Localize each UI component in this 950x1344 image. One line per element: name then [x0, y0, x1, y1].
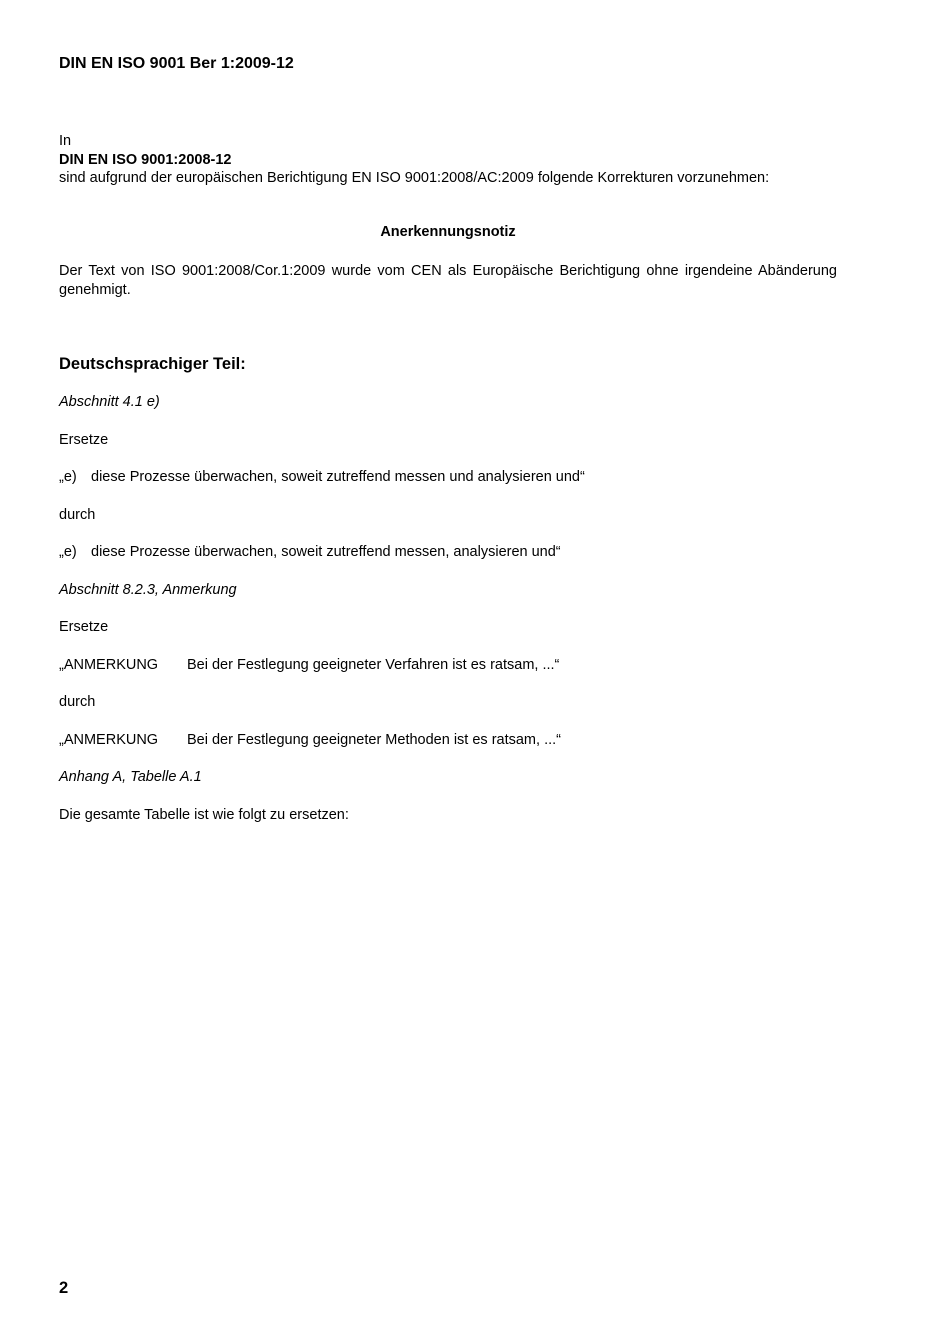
section-title: Deutschsprachiger Teil:: [59, 355, 246, 373]
document-header: DIN EN ISO 9001 Ber 1:2009-12: [59, 55, 294, 72]
intro-line-in: In: [59, 133, 72, 149]
quoted-original-text: [59, 469, 585, 485]
page-number: 2: [59, 1279, 69, 1297]
instruction-replace: Ersetze: [59, 619, 109, 635]
quote-body: diese Prozesse überwachen, soweit zutreffend messen, analysieren und“: [91, 544, 561, 560]
quote-prefix: „e): [59, 544, 77, 560]
intro-correction-text: sind aufgrund der europäischen Berichtigung EN ISO 9001:2008/AC:2009 folgende Korrekturen vorzunehmen:: [59, 170, 770, 186]
notice-text: Der Text von ISO 9001:2008/Cor.1:2009 wurde vom CEN als Europäische Berichtigung ohne irgendeine Abänderung genehmigt.: [59, 263, 837, 298]
section-reference: Abschnitt 8.2.3, Anmerkung: [59, 582, 237, 598]
quoted-replacement-text: [59, 732, 561, 748]
table-replacement-instruction: Die gesamte Tabelle ist wie folgt zu ersetzen:: [59, 807, 349, 823]
notice-heading: Anerkennungsnotiz: [380, 224, 516, 240]
instruction-by: durch: [59, 507, 96, 523]
quote-body: Bei der Festlegung geeigneter Methoden ist es ratsam, ...“: [187, 732, 561, 748]
quote-prefix: „ANMERKUNG: [59, 657, 159, 673]
quote-body: Bei der Festlegung geeigneter Verfahren ist es ratsam, ...“: [187, 657, 560, 673]
instruction-replace: Ersetze: [59, 432, 109, 448]
instruction-by: durch: [59, 694, 96, 710]
intro-block: [59, 132, 839, 188]
quoted-original-text: [59, 657, 559, 673]
section-reference: Abschnitt 4.1 e): [59, 394, 160, 410]
intro-standard-reference: DIN EN ISO 9001:2008-12: [59, 151, 232, 168]
quote-prefix: „ANMERKUNG: [59, 732, 159, 748]
quoted-replacement-text: [59, 544, 561, 560]
quote-prefix: „e): [59, 469, 77, 485]
quote-body: diese Prozesse überwachen, soweit zutreffend messen und analysieren und“: [91, 469, 585, 485]
section-reference: Anhang A, Tabelle A.1: [59, 769, 202, 785]
